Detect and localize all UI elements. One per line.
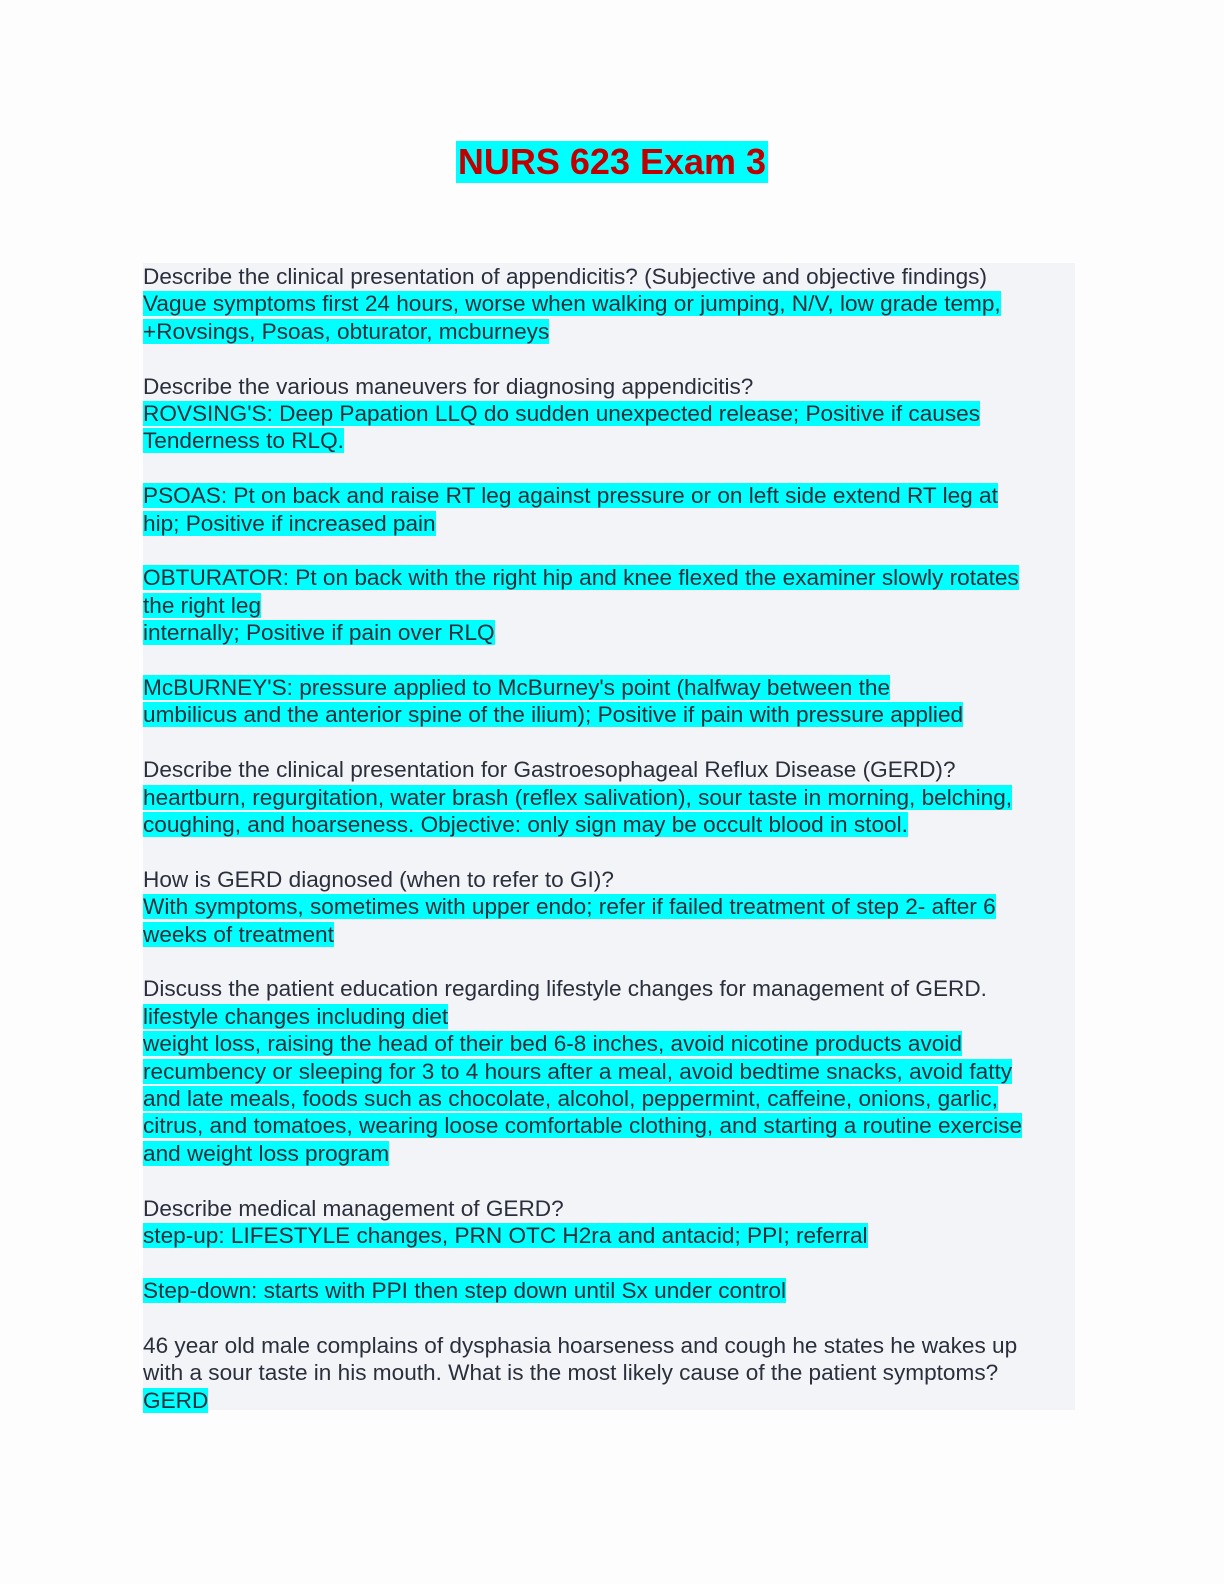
answer-line: ROVSING'S: Deep Papation LLQ do sudden unexpected release; Positive if causes <box>143 401 981 427</box>
answer-line: the right leg <box>143 592 262 618</box>
qa-block <box>143 866 1075 948</box>
answer-line: heartburn, regurgitation, water brash (reflex salivation), sour taste in morning, belching, <box>143 784 1013 810</box>
qa-block <box>143 373 1075 455</box>
answer-line: citrus, and tomatoes, wearing loose comfortable clothing, and starting a routine exercise <box>143 1113 1023 1139</box>
answer-line: +Rovsings, Psoas, obturator, mcburneys <box>143 318 550 344</box>
qa-block <box>143 564 1075 646</box>
question-text: Describe the clinical presentation of appendicitis? (Subjective and objective findings) <box>143 264 987 289</box>
question-text: with a sour taste in his mouth. What is the most likely cause of the patient symptoms? <box>143 1360 999 1386</box>
answer-line: PSOAS: Pt on back and raise RT leg against pressure or on left side extend RT leg at <box>143 483 998 509</box>
title-container <box>0 141 1224 183</box>
question-text: Describe medical management of GERD? <box>143 1195 564 1221</box>
question-text: Describe the various maneuvers for diagnosing appendicitis? <box>143 373 754 399</box>
question-text: Describe the clinical presentation for Gastroesophageal Reflux Disease (GERD)? <box>143 757 956 783</box>
answer-line: Tenderness to RLQ. <box>143 428 344 454</box>
qa-block <box>143 1195 1075 1250</box>
qa-block <box>143 482 1075 537</box>
qa-block <box>143 756 1075 838</box>
document-title: NURS 623 Exam 3 <box>457 141 767 182</box>
answer-line: umbilicus and the anterior spine of the ilium); Positive if pain with pressure applied <box>143 702 964 728</box>
question-text: 46 year old male complains of dysphasia hoarseness and cough he states he wakes up <box>143 1332 1018 1358</box>
answer-line: weight loss, raising the head of their bed 6-8 inches, avoid nicotine products avoid <box>143 1031 962 1057</box>
question-text: How is GERD diagnosed (when to refer to GI)? <box>143 866 614 892</box>
qa-block <box>143 1277 1075 1304</box>
answer-line: Step-down: starts with PPI then step down until Sx under control <box>143 1277 787 1303</box>
answer-line: recumbency or sleeping for 3 to 4 hours after a meal, avoid bedtime snacks, avoid fatty <box>143 1058 1013 1084</box>
answer-line: weeks of treatment <box>143 921 334 947</box>
answer-line: and late meals, foods such as chocolate, alcohol, peppermint, caffeine, onions, garlic, <box>143 1086 998 1112</box>
answer-line: lifestyle changes including diet <box>143 1003 449 1029</box>
answer-line: step-up: LIFESTYLE changes, PRN OTC H2ra and antacid; PPI; referral <box>143 1223 868 1249</box>
answer-line: hip; Positive if increased pain <box>143 510 436 536</box>
answer-line: Vague symptoms first 24 hours, worse when walking or jumping, N/V, low grade temp, <box>143 291 1001 317</box>
qa-block <box>143 1332 1075 1414</box>
qa-block <box>143 263 1075 345</box>
qa-block <box>143 975 1075 1167</box>
answer-line: McBURNEY'S: pressure applied to McBurney's point (halfway between the <box>143 675 891 701</box>
answer-line: and weight loss program <box>143 1140 390 1166</box>
question-text: Discuss the patient education regarding lifestyle changes for management of GERD. <box>143 976 987 1002</box>
qa-block <box>143 674 1075 729</box>
qa-content <box>143 263 1075 1413</box>
answer-line: OBTURATOR: Pt on back with the right hip and knee flexed the examiner slowly rotates <box>143 565 1019 591</box>
answer-line: coughing, and hoarseness. Objective: only sign may be occult blood in stool. <box>143 812 908 838</box>
answer-line: GERD <box>143 1387 209 1413</box>
answer-line: internally; Positive if pain over RLQ <box>143 620 495 646</box>
answer-line: With symptoms, sometimes with upper endo; refer if failed treatment of step 2- after 6 <box>143 894 996 920</box>
